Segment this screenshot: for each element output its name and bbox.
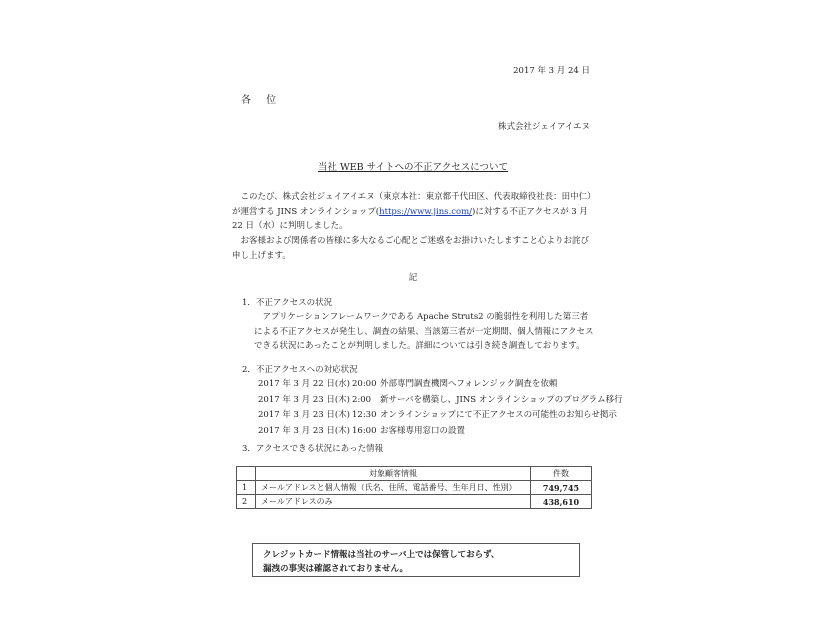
- header-count: 件数: [531, 467, 592, 481]
- timeline-date: 2017 年 3 月 22 日(水): [258, 379, 350, 389]
- intro-paragraph-2: お客様および関係者の皆様に多大なるご心配とご迷惑をお掛けいたしますこと心よりお詫び申し上げます。: [232, 236, 590, 261]
- timeline-row: [258, 424, 623, 440]
- timeline-event: 外部専門調査機関へフォレンジック調査を依頼: [380, 379, 558, 389]
- row-no: 2: [237, 495, 256, 509]
- timeline-date: 2017 年 3 月 23 日(木): [258, 425, 350, 436]
- row-count: 749,745: [531, 481, 592, 495]
- credit-card-notice-box: [252, 543, 580, 577]
- intro-paragraph-1: [232, 190, 592, 234]
- intro-text-after-link: )に対する不正アクセスが 3 月 22 日（水）に判明しました。: [232, 206, 588, 231]
- affected-info-table: [236, 466, 592, 509]
- timeline-date: 2017 年 3 月 23 日(木): [258, 394, 350, 405]
- timeline-row: [258, 377, 623, 393]
- table-row: [237, 495, 592, 509]
- ki-marker: 記: [408, 273, 418, 283]
- section-2-heading: 2．不正アクセスへの対応状況: [242, 365, 358, 375]
- table-row: [237, 481, 592, 495]
- timeline-time: 16:00: [352, 425, 377, 436]
- section-1-body: アプリケーションフレームワークである Apache Struts2 の脆弱性を利用した第三者による不正アクセスが発生し、調査の結果、当該第三者が一定期間、個人情報にアクセスできる状況にあったことが判明しました。詳細については引き続き調査しております。: [254, 312, 594, 351]
- section-1-heading: 1．不正アクセスの状況: [242, 298, 333, 308]
- notice-line-2: 漏洩の事実は確認されておりません。: [263, 564, 409, 574]
- timeline-event: オンラインショップにて不正アクセスの可能性のお知らせ掲示: [380, 410, 617, 420]
- table-header-row: [237, 467, 592, 481]
- row-info: メールアドレスのみ: [256, 495, 531, 509]
- timeline-time: 20:00: [352, 379, 377, 389]
- timeline-time: 12:30: [352, 410, 377, 420]
- row-info: メールアドレスと個人情報（氏名、住所、電話番号、生年月日、性別）: [256, 481, 531, 495]
- timeline-time: 2:00: [352, 394, 372, 405]
- response-timeline: [258, 377, 623, 439]
- jins-website-link[interactable]: https://www.jins.com/: [379, 206, 473, 217]
- header-info: 対象顧客情報: [256, 467, 531, 481]
- notice-line-1: クレジットカード情報は当社のサーバ上では保管しておらず、: [263, 550, 500, 560]
- timeline-row: [258, 408, 623, 424]
- row-no: 1: [237, 481, 256, 495]
- document-title: 当社 WEB サイトへの不正アクセスについて: [317, 162, 509, 173]
- addressee: 各 位: [241, 95, 283, 106]
- company-name: 株式会社ジェイアイエヌ: [498, 122, 590, 132]
- timeline-event: 新サーバを構築し、JINS オンラインショップのプログラム移行: [380, 394, 623, 405]
- section-3-heading: 3．アクセスできる状況にあった情報: [242, 444, 384, 454]
- intro-text-before-link: このたび、株式会社ジェイアイエヌ（東京本社：東京都千代田区、代表取締役社長：田中仁）が運営する JINS オンラインショップ(: [232, 192, 592, 217]
- document-date: 2017 年 3 月 24 日: [513, 66, 590, 76]
- header-no: [237, 467, 256, 481]
- timeline-date: 2017 年 3 月 23 日(木): [258, 410, 350, 420]
- row-count: 438,610: [531, 495, 592, 509]
- timeline-event: お客様専用窓口の設置: [380, 425, 466, 436]
- timeline-row: [258, 393, 623, 409]
